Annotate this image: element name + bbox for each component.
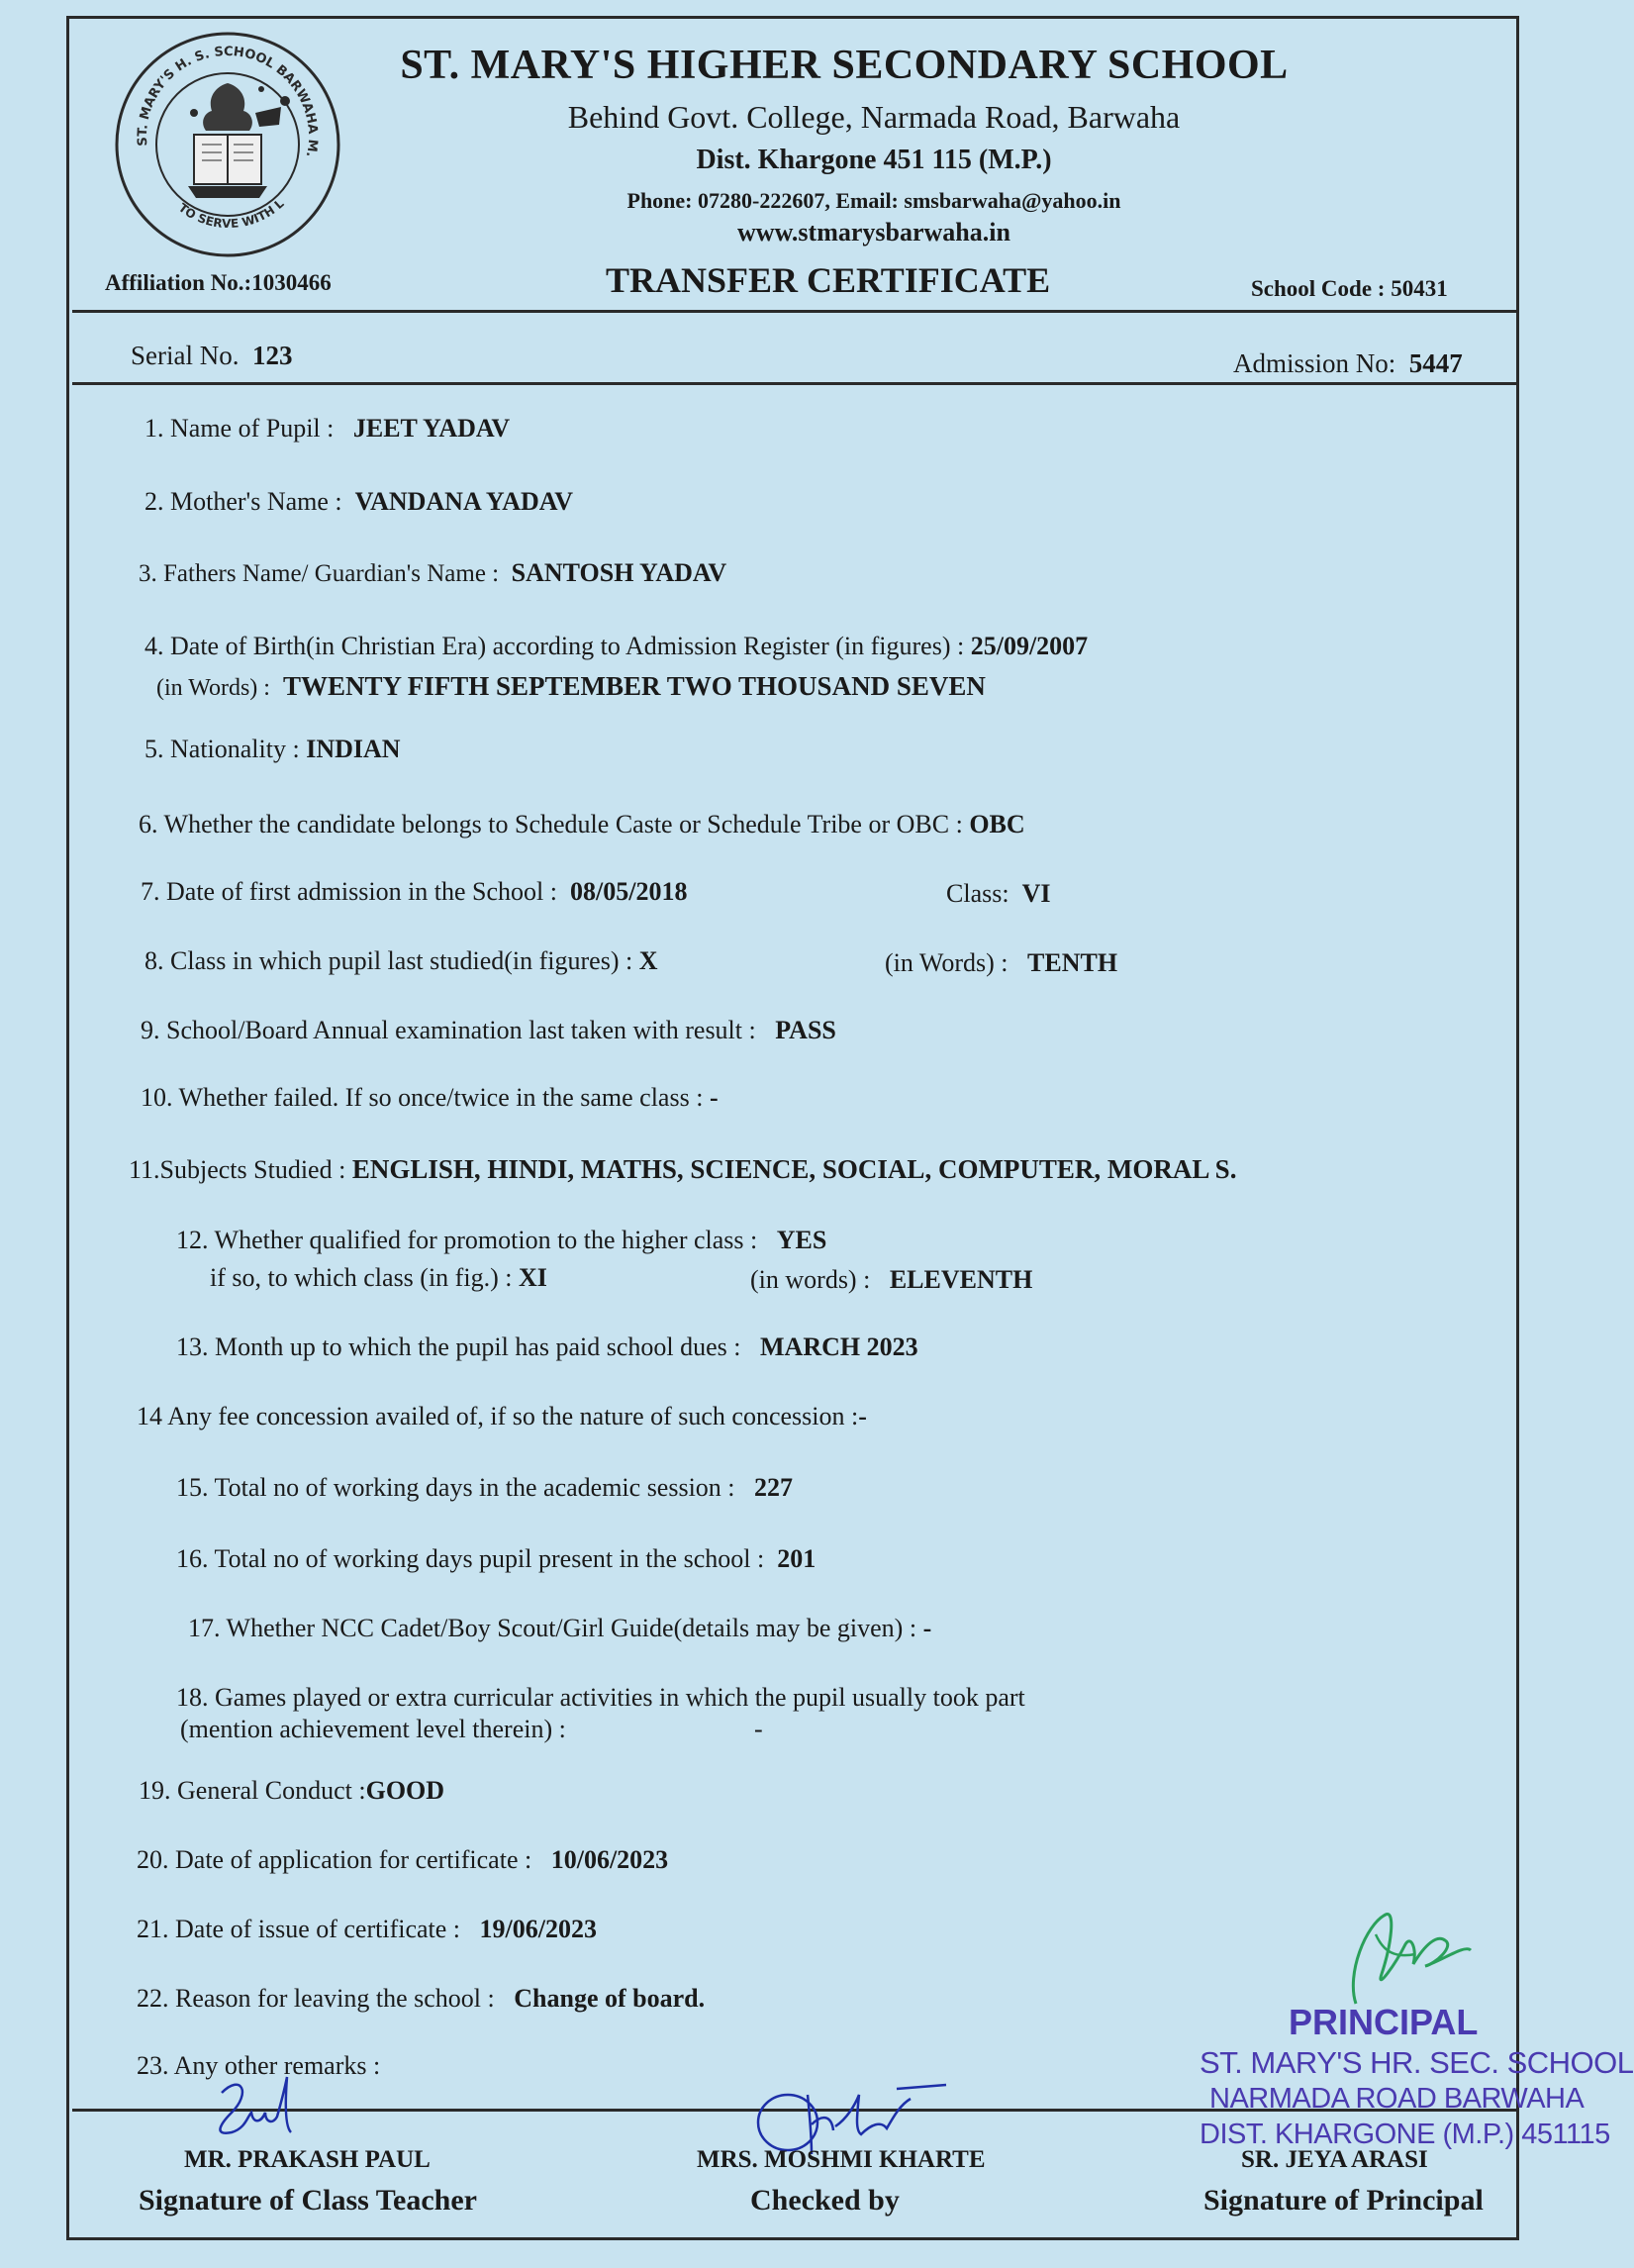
frame-right-border: [1516, 18, 1519, 2240]
field-label: (mention achievement level therein) :: [180, 1715, 566, 1743]
field-last-class-words: [885, 948, 1117, 978]
field-label: (in Words) :: [885, 948, 1009, 977]
field-label: 18. Games played or extra curricular activities in which the pupil usually took part: [176, 1683, 1025, 1712]
field-value: 227: [754, 1473, 794, 1502]
field-value: VI: [1021, 879, 1051, 908]
field-value: TWENTY FIFTH SEPTEMBER TWO THOUSAND SEVEN: [282, 671, 986, 701]
field-games-level: [180, 1715, 566, 1744]
field-label: 22. Reason for leaving the school :: [137, 1984, 495, 2013]
field-value: ELEVENTH: [889, 1265, 1033, 1294]
field-value: -: [709, 1083, 719, 1112]
frame-bottom-border: [66, 2237, 1519, 2240]
field-ncc: [188, 1614, 931, 1643]
field-label: 9. School/Board Annual examination last taken with result :: [141, 1016, 756, 1044]
field-value: MARCH 2023: [760, 1332, 918, 1361]
stamp-line2: NARMADA ROAD BARWAHA: [1209, 2083, 1585, 2115]
field-label: 17. Whether NCC Cadet/Boy Scout/Girl Guide(details may be given) :: [188, 1614, 917, 1642]
field-last-class: [144, 946, 658, 976]
field-value: YES: [776, 1226, 827, 1254]
field-label: 8. Class in which pupil last studied(in figures) :: [144, 946, 633, 975]
field-first-admission: [141, 877, 687, 907]
admission-number: [1233, 348, 1463, 379]
field-value: ENGLISH, HINDI, MATHS, SCIENCE, SOCIAL, COMPUTER, MORAL S.: [351, 1154, 1237, 1184]
logo-ring-text: ST. MARY'S H. S. SCHOOL BARWAHA M.: [135, 44, 321, 159]
teacher-signature-caption: Signature of Class Teacher: [139, 2184, 477, 2217]
field-label: 16. Total no of working days pupil present in the school :: [176, 1544, 765, 1573]
field-label: 12. Whether qualified for promotion to the higher class :: [176, 1226, 758, 1254]
serial-value: 123: [251, 341, 293, 370]
field-label: 13. Month up to which the pupil has paid school dues :: [176, 1332, 741, 1361]
field-label: 6. Whether the candidate belongs to Schedule Caste or Schedule Tribe or OBC :: [139, 810, 963, 838]
admission-value: 5447: [1408, 348, 1463, 378]
field-value: X: [638, 946, 658, 975]
principal-signature-scribble: [1326, 1905, 1475, 2014]
field-days-present: [176, 1544, 816, 1574]
field-promotion-class: [210, 1263, 547, 1293]
field-label: 21. Date of issue of certificate :: [137, 1915, 461, 1943]
field-value: 25/09/2007: [970, 632, 1089, 660]
field-value: 19/06/2023: [479, 1915, 597, 1943]
school-website: www.stmarysbarwaha.in: [737, 218, 1010, 247]
field-label: 5. Nationality :: [144, 735, 300, 763]
field-label: 20. Date of application for certificate :: [137, 1845, 532, 1874]
field-value: PASS: [775, 1016, 836, 1044]
serial-label: Serial No.: [131, 341, 240, 370]
stamp-title: PRINCIPAL: [1289, 2002, 1479, 2042]
principal-signature-caption: Signature of Principal: [1203, 2184, 1484, 2217]
field-mother-name: [144, 487, 573, 517]
checker-caption: Checked by: [750, 2184, 900, 2217]
teacher-signature-scribble: [202, 2073, 311, 2152]
certificate-title: TRANSFER CERTIFICATE: [606, 260, 1051, 300]
stamp-line1: ST. MARY'S HR. SEC. SCHOOL: [1200, 2045, 1634, 2080]
field-value: VANDANA YADAV: [354, 487, 573, 516]
field-value: OBC: [969, 810, 1025, 838]
field-failed: [141, 1083, 719, 1113]
field-value: 08/05/2018: [570, 877, 688, 906]
field-value: SANTOSH YADAV: [511, 558, 727, 587]
field-date-of-birth: [144, 632, 1088, 661]
stamp-line3: DIST. KHARGONE (M.P.) 451115: [1200, 2119, 1610, 2150]
field-value: Change of board.: [514, 1984, 706, 2013]
school-address-line2: Dist. Khargone 451 115 (M.P.): [696, 145, 1052, 175]
school-name: ST. MARY'S HIGHER SECONDARY SCHOOL: [400, 43, 1289, 88]
affiliation-number: Affiliation No.:1030466: [105, 270, 332, 295]
field-label: 10. Whether failed. If so once/twice in the same class :: [141, 1083, 704, 1112]
logo-motto: TO SERVE WITH L: [175, 196, 287, 232]
field-working-days: [176, 1473, 793, 1503]
field-pupil-name: [144, 414, 510, 444]
field-dues-paid: [176, 1332, 918, 1362]
field-dob-words: [156, 671, 986, 702]
field-admission-class: [946, 879, 1050, 909]
field-label: 7. Date of first admission in the School :: [141, 877, 558, 906]
field-issue-date: [137, 1915, 597, 1944]
field-application-date: [137, 1845, 668, 1875]
field-value: JEET YADAV: [352, 414, 511, 443]
field-father-name: [139, 558, 726, 588]
field-subjects: [129, 1154, 1236, 1185]
field-label: 14 Any fee concession availed of, if so the nature of such concession :: [137, 1402, 859, 1430]
field-label: 15. Total no of working days in the academic session :: [176, 1473, 735, 1502]
teacher-name: MR. PRAKASH PAUL: [184, 2146, 431, 2173]
field-games: [176, 1683, 1025, 1713]
field-nationality: [144, 735, 401, 764]
field-caste-category: [139, 810, 1025, 839]
field-value: -: [922, 1614, 932, 1642]
admission-label: Admission No:: [1233, 348, 1396, 378]
header-divider: [72, 310, 1517, 313]
frame-left-border: [66, 18, 69, 2240]
field-label: Class:: [946, 879, 1009, 908]
field-fee-concession: [137, 1402, 867, 1431]
field-label: 4. Date of Birth(in Christian Era) according to Admission Register (in figures) :: [144, 632, 965, 660]
field-label: 3. Fathers Name/ Guardian's Name :: [139, 560, 500, 587]
field-leaving-reason: [137, 1984, 705, 2014]
field-label: if so, to which class (in fig.) :: [210, 1263, 513, 1292]
field-games-value: -: [754, 1715, 763, 1743]
school-contact: Phone: 07280-222607, Email: smsbarwaha@yahoo.in: [626, 188, 1121, 213]
school-address-line1: Behind Govt. College, Narmada Road, Barwaha: [567, 99, 1181, 135]
field-value: TENTH: [1027, 948, 1118, 977]
field-label: 11.Subjects Studied :: [129, 1155, 346, 1184]
frame-top-border: [66, 16, 1519, 19]
field-value: -: [858, 1402, 867, 1430]
principal-name: SR. JEYA ARASI: [1241, 2146, 1428, 2173]
field-value: 201: [777, 1544, 817, 1573]
field-general-conduct: [139, 1776, 444, 1806]
field-label: 2. Mother's Name :: [144, 487, 342, 516]
field-value: INDIAN: [306, 735, 401, 763]
field-value: GOOD: [365, 1776, 445, 1805]
field-promotion: [176, 1226, 826, 1255]
field-label: 19. General Conduct :: [139, 1776, 366, 1805]
field-promotion-words: [750, 1265, 1032, 1295]
field-label: (in words) :: [750, 1265, 871, 1294]
serial-number: [131, 341, 292, 371]
field-label: (in Words) :: [156, 675, 270, 701]
field-value: 10/06/2023: [550, 1845, 669, 1874]
checker-name: MRS. MOSHMI KHARTE: [697, 2146, 986, 2173]
field-value: XI: [518, 1263, 547, 1292]
field-label: 23. Any other remarks :: [137, 2051, 381, 2080]
serial-divider: [72, 382, 1517, 385]
field-label: 1. Name of Pupil :: [144, 414, 335, 443]
field-exam-result: [141, 1016, 836, 1045]
school-code: School Code : 50431: [1251, 276, 1448, 301]
